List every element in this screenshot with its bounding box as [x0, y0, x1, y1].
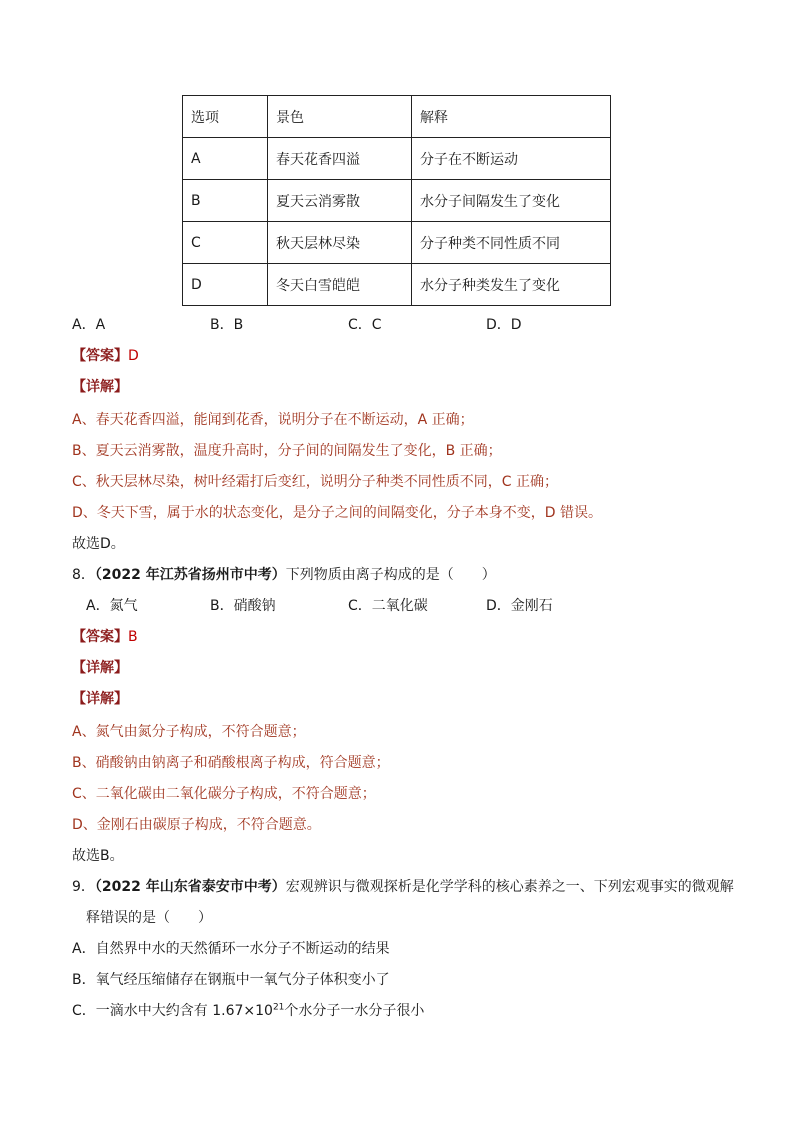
explanation-line: D、金刚石由碳原子构成，不符合题意。	[72, 817, 321, 833]
comparison-table	[182, 95, 611, 306]
question-text: 宏观辨识与微观探析是化学学科的核心素养之一、下列宏观事实的微观解	[285, 879, 734, 895]
q8-answer	[72, 626, 138, 646]
explanation-line: C、二氧化碳由二氧化碳分子构成，不符合题意；	[72, 786, 376, 802]
question-source: （2022 年山东省泰安市中考）	[94, 879, 286, 895]
q9-option-b: B．氧气经压缩储存在钢瓶中一氧气分子体积变小了	[72, 972, 390, 988]
q8-stem	[72, 564, 496, 584]
q8-option-a: A．氮气	[86, 598, 138, 614]
table-cell: 冬天白雪皑皑	[268, 264, 412, 306]
explanation-line: B、硝酸钠由钠离子和硝酸根离子构成，符合题意；	[72, 755, 390, 771]
table-row	[183, 138, 611, 180]
option-text: C．一滴水中大约含有 1.67×10	[72, 1003, 273, 1019]
table-cell: D	[183, 264, 268, 306]
q7-option-a: A．A	[72, 317, 106, 333]
exponent: 21	[272, 1002, 285, 1013]
q7-option-d: D．D	[486, 317, 522, 333]
explanation-line: D、冬天下雪，属于水的状态变化，是分子之间的间隔变化，分子本身不变，D 错误。	[72, 505, 603, 521]
table-header-row	[183, 96, 611, 138]
table-cell: 水分子间隔发生了变化	[412, 180, 611, 222]
q7-option-b: B．B	[210, 317, 244, 333]
table-row	[183, 180, 611, 222]
detail-label: 【详解】	[72, 660, 128, 676]
question-number: 8．	[72, 567, 95, 583]
table-row	[183, 222, 611, 264]
explanation-line: C、秋天层林尽染，树叶经霜打后变红，说明分子种类不同性质不同，C 正确；	[72, 474, 558, 490]
table-cell: 分子种类不同性质不同	[412, 222, 611, 264]
table-cell: 分子在不断运动	[412, 138, 611, 180]
option-text: 个水分子一水分子很小	[284, 1003, 425, 1019]
question-number: 9．	[72, 879, 95, 895]
q7-option-c: C．C	[348, 317, 382, 333]
q7-answer	[72, 345, 139, 365]
table-cell: A	[183, 138, 268, 180]
q9-stem-continuation: 释错误的是（ ）	[86, 910, 212, 926]
table-row	[183, 264, 611, 306]
answer-label: 【答案】	[72, 348, 128, 364]
conclusion: 故选D。	[72, 536, 125, 552]
table-cell: 夏天云消雾散	[268, 180, 412, 222]
answer-label: 【答案】	[72, 629, 128, 645]
table-cell: 水分子种类发生了变化	[412, 264, 611, 306]
table-header-cell: 解释	[412, 96, 611, 138]
conclusion: 故选B。	[72, 848, 124, 864]
explanation-line: A、氮气由氮分子构成，不符合题意；	[72, 724, 306, 740]
question-source: （2022 年江苏省扬州市中考）	[94, 567, 286, 583]
answer-value: B	[128, 629, 138, 645]
table-header-cell: 景色	[268, 96, 412, 138]
q8-option-b: B．硝酸钠	[210, 598, 276, 614]
question-text: 下列物质由离子构成的是（ ）	[285, 567, 496, 583]
explanation-line: A、春天花香四溢，能闻到花香，说明分子在不断运动，A 正确；	[72, 412, 474, 428]
q9-stem	[72, 876, 734, 896]
table-cell: 春天花香四溢	[268, 138, 412, 180]
explanation-line: B、夏天云消雾散，温度升高时，分子间的间隔发生了变化，B 正确；	[72, 443, 502, 459]
q9-option-a: A．自然界中水的天然循环一水分子不断运动的结果	[72, 941, 390, 957]
q8-option-c: C．二氧化碳	[348, 598, 428, 614]
detail-label: 【详解】	[72, 691, 128, 707]
table-cell: C	[183, 222, 268, 264]
table-header-cell: 选项	[183, 96, 268, 138]
table-cell: 秋天层林尽染	[268, 222, 412, 264]
table-cell: B	[183, 180, 268, 222]
q8-option-d: D．金刚石	[486, 598, 553, 614]
answer-value: D	[128, 348, 139, 364]
q9-option-c	[72, 1000, 424, 1020]
detail-label: 【详解】	[72, 379, 128, 395]
